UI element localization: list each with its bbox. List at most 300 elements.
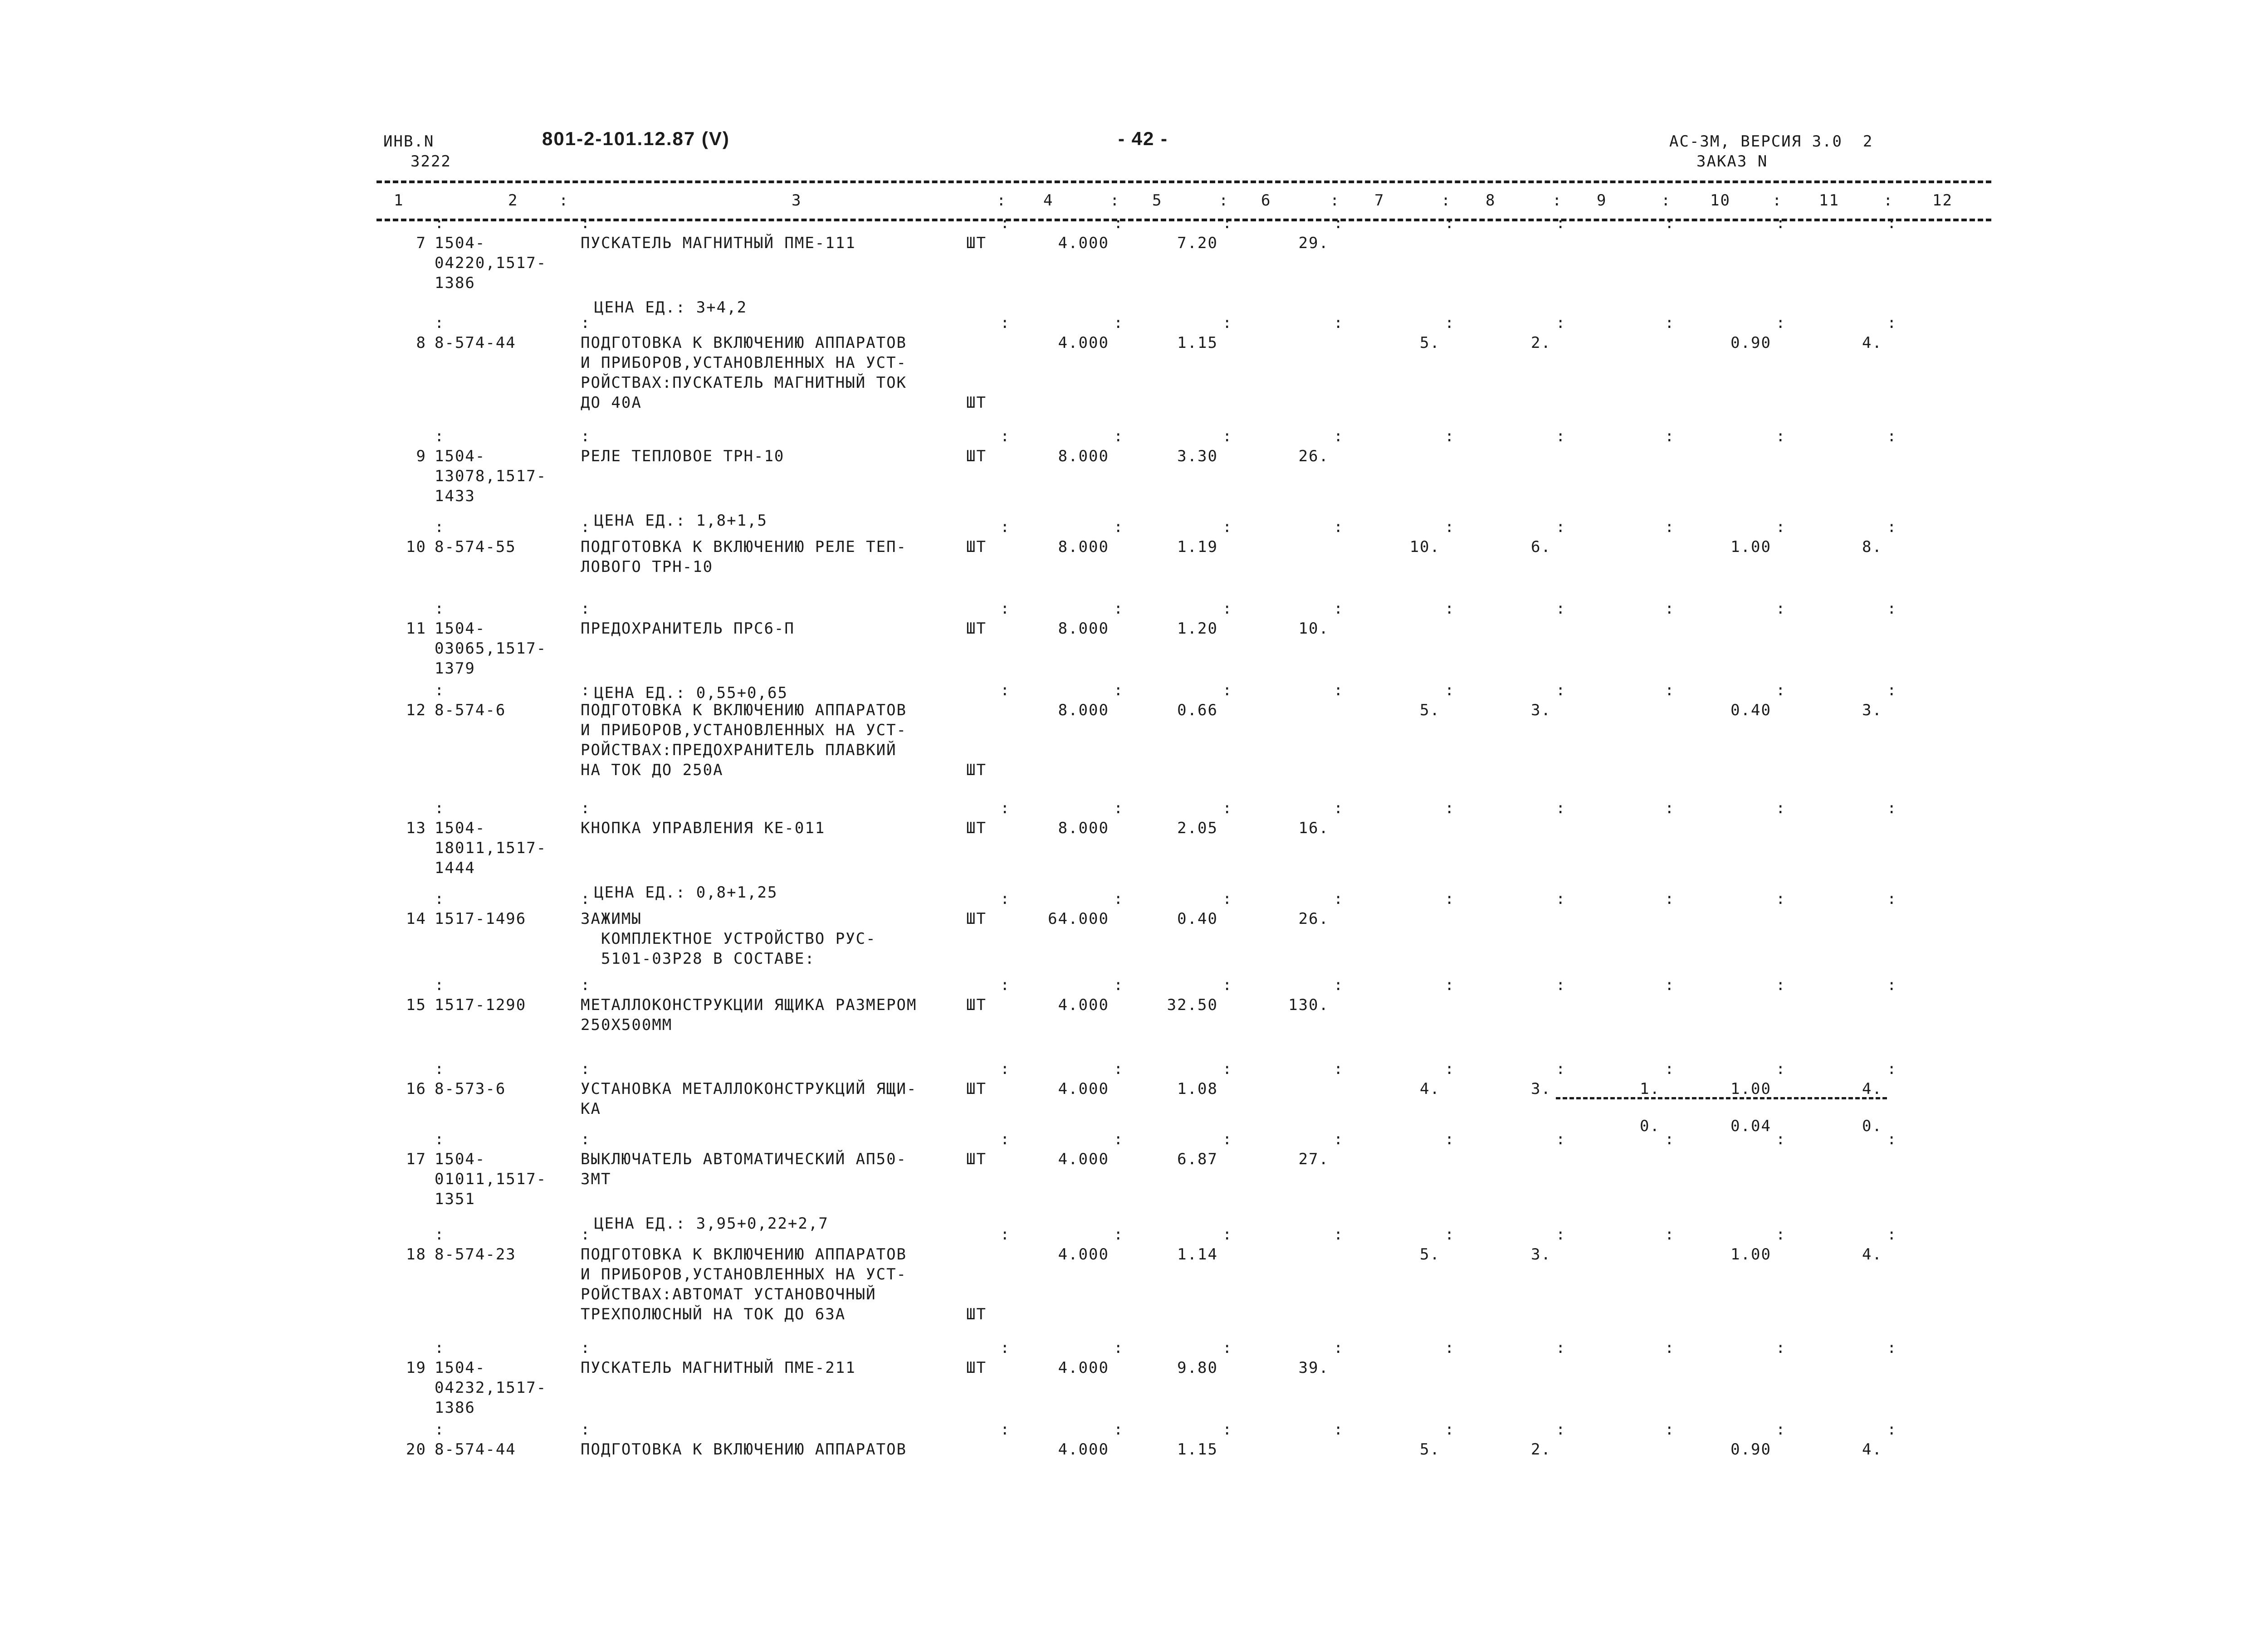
value-c5: 1.20	[1177, 620, 1218, 638]
row-separator: :	[581, 1130, 591, 1148]
value-c6: 26.	[1298, 447, 1329, 465]
row-number: 13	[406, 819, 426, 837]
column-header-12: 12	[1932, 191, 1953, 210]
row-number: 14	[406, 910, 426, 928]
item-description: ПОДГОТОВКА К ВКЛЮЧЕНИЮ РЕЛЕ ТЕП-	[581, 538, 907, 556]
resource-code: 1504-	[435, 819, 486, 837]
value-c7: 10.	[1409, 538, 1440, 556]
row-separator: :	[1556, 600, 1566, 618]
row-separator: :	[435, 976, 445, 994]
item-description: КНОПКА УПРАВЛЕНИЯ КЕ-011	[581, 819, 826, 837]
row-separator: :	[581, 1225, 591, 1244]
row-separator: :	[1000, 1225, 1011, 1244]
row-separator: :	[1665, 890, 1675, 908]
resource-code: 1504-	[435, 447, 486, 465]
table-row	[0, 213, 2268, 317]
value-c7: 5.	[1420, 701, 1440, 719]
unit-label: ШТ	[966, 1080, 987, 1098]
row-separator: :	[1222, 799, 1233, 817]
row-number: 11	[406, 620, 426, 638]
row-separator: :	[1776, 214, 1786, 232]
resource-code: 1504-	[435, 620, 486, 638]
column-header-5: 5	[1152, 191, 1163, 210]
row-separator: :	[581, 1420, 591, 1439]
value-c5: 0.40	[1177, 910, 1218, 928]
value-c8: 3.	[1531, 701, 1551, 719]
value-c11: 4.	[1862, 1245, 1882, 1264]
unit-label: ШТ	[966, 1359, 987, 1377]
row-separator: :	[1776, 314, 1786, 332]
value-c10: 1.00	[1730, 1245, 1771, 1264]
row-separator: :	[1776, 1339, 1786, 1357]
row-separator: :	[1114, 976, 1124, 994]
row-separator: :	[1887, 890, 1897, 908]
row-separator: :	[1665, 1225, 1675, 1244]
row-separator: :	[1556, 427, 1566, 445]
row-separator: :	[1887, 518, 1897, 536]
row-separator: :	[1776, 1130, 1786, 1148]
row-separator: :	[1000, 427, 1011, 445]
subtotal-rule	[1556, 1097, 1887, 1099]
value-c6: 26.	[1298, 910, 1329, 928]
resource-code: 1379	[435, 659, 475, 678]
sub-value-c10: 0.04	[1730, 1117, 1771, 1135]
resource-code: 04232,1517-	[435, 1379, 547, 1397]
row-separator: :	[1665, 799, 1675, 817]
resource-code: 8-573-6	[435, 1080, 506, 1098]
row-separator: :	[435, 214, 445, 232]
header-separator: :	[559, 191, 569, 210]
row-separator: :	[581, 1060, 591, 1078]
row-separator: :	[1776, 1060, 1786, 1078]
table-row	[0, 313, 2268, 413]
unit-price: ЦЕНА ЕД.: 3+4,2	[594, 298, 748, 317]
item-description: НА ТОК ДО 250А	[581, 761, 723, 779]
row-separator: :	[1334, 600, 1344, 618]
unit-label: ШТ	[966, 819, 987, 837]
value-c4: 8.000	[1058, 538, 1109, 556]
row-separator: :	[1000, 976, 1011, 994]
header-separator: :	[1219, 191, 1229, 210]
resource-code: 1433	[435, 487, 475, 505]
resource-code: 1517-1496	[435, 910, 527, 928]
row-separator: :	[1222, 1130, 1233, 1148]
row-separator: :	[1445, 681, 1455, 699]
row-separator: :	[1665, 681, 1675, 699]
value-c5: 1.15	[1177, 334, 1218, 352]
row-separator: :	[1556, 1420, 1566, 1439]
column-header-8: 8	[1486, 191, 1496, 210]
row-separator: :	[581, 1339, 591, 1357]
row-separator: :	[1556, 214, 1566, 232]
item-description: ПУСКАТЕЛЬ МАГНИТНЫЙ ПМЕ-211	[581, 1359, 856, 1377]
row-number: 16	[406, 1080, 426, 1098]
item-description: КА	[581, 1100, 601, 1118]
row-separator: :	[1776, 976, 1786, 994]
value-c4: 8.000	[1058, 620, 1109, 638]
unit-label: ШТ	[966, 1305, 987, 1323]
row-separator: :	[1665, 976, 1675, 994]
row-separator: :	[1000, 214, 1011, 232]
value-c10: 0.90	[1730, 1440, 1771, 1459]
row-separator: :	[1887, 976, 1897, 994]
header-top-rule	[376, 181, 1991, 183]
value-c11: 8.	[1862, 538, 1882, 556]
row-separator: :	[1000, 1060, 1011, 1078]
column-header-3: 3	[792, 191, 802, 210]
row-separator: :	[1334, 214, 1344, 232]
order-label: ЗАКАЗ N	[1696, 152, 1768, 171]
row-separator: :	[1556, 314, 1566, 332]
resource-code: 03065,1517-	[435, 639, 547, 658]
row-separator: :	[1114, 1130, 1124, 1148]
row-separator: :	[1000, 1420, 1011, 1439]
row-separator: :	[1000, 890, 1011, 908]
row-separator: :	[1000, 1130, 1011, 1148]
row-separator: :	[1222, 214, 1233, 232]
row-separator: :	[1556, 1060, 1566, 1078]
row-separator: :	[1887, 1339, 1897, 1357]
value-c5: 7.20	[1177, 234, 1218, 252]
row-separator: :	[1776, 427, 1786, 445]
row-separator: :	[1887, 681, 1897, 699]
row-separator: :	[435, 1225, 445, 1244]
value-c4: 4.000	[1058, 234, 1109, 252]
row-separator: :	[1114, 890, 1124, 908]
row-separator: :	[1445, 799, 1455, 817]
row-separator: :	[1776, 600, 1786, 618]
value-c6: 130.	[1288, 996, 1329, 1014]
table-row	[0, 1225, 2268, 1324]
sub-value-c9: 0.	[1640, 1117, 1660, 1135]
row-number: 17	[406, 1150, 426, 1168]
row-separator: :	[1334, 518, 1344, 536]
row-separator: :	[581, 427, 591, 445]
item-description: РЕЛЕ ТЕПЛОВОЕ ТРН-10	[581, 447, 785, 465]
value-c5: 0.66	[1177, 701, 1218, 719]
row-separator: :	[1445, 427, 1455, 445]
row-number: 8	[416, 334, 426, 352]
value-c5: 1.08	[1177, 1080, 1218, 1098]
item-description: ПОДГОТОВКА К ВКЛЮЧЕНИЮ АППАРАТОВ	[581, 1245, 907, 1264]
resource-code: 1351	[435, 1190, 475, 1208]
unit-label: ШТ	[966, 234, 987, 252]
row-separator: :	[1114, 518, 1124, 536]
row-separator: :	[1665, 600, 1675, 618]
row-separator: :	[435, 427, 445, 445]
row-separator: :	[1334, 1339, 1344, 1357]
resource-code: 01011,1517-	[435, 1170, 547, 1188]
resource-code: 1504-	[435, 1150, 486, 1168]
unit-label: ШТ	[966, 761, 987, 779]
header-separator: :	[1441, 191, 1452, 210]
item-description: РОЙСТВАХ:ПРЕДОХРАНИТЕЛЬ ПЛАВКИЙ	[581, 741, 897, 759]
item-description: И ПРИБОРОВ,УСТАНОВЛЕННЫХ НА УСТ-	[581, 1265, 907, 1283]
value-c4: 8.000	[1058, 701, 1109, 719]
column-header-2: 2	[508, 191, 518, 210]
row-separator: :	[435, 1060, 445, 1078]
row-separator: :	[1222, 427, 1233, 445]
row-separator: :	[435, 1130, 445, 1148]
resource-code: 8-574-44	[435, 334, 516, 352]
header-separator: :	[1883, 191, 1894, 210]
value-c4: 64.000	[1048, 910, 1109, 928]
row-separator: :	[1887, 214, 1897, 232]
row-separator: :	[435, 799, 445, 817]
row-separator: :	[1114, 799, 1124, 817]
value-c4: 8.000	[1058, 447, 1109, 465]
resource-code: 8-574-55	[435, 538, 516, 556]
value-c5: 1.19	[1177, 538, 1218, 556]
value-c11: 4.	[1862, 1440, 1882, 1459]
page-number: - 42 -	[1118, 128, 1168, 149]
value-c7: 5.	[1420, 1440, 1440, 1459]
value-c6: 10.	[1298, 620, 1329, 638]
value-c10: 1.00	[1730, 538, 1771, 556]
row-separator: :	[1334, 1060, 1344, 1078]
item-description: ПОДГОТОВКА К ВКЛЮЧЕНИЮ АППАРАТОВ	[581, 701, 907, 719]
item-description: И ПРИБОРОВ,УСТАНОВЛЕННЫХ НА УСТ-	[581, 721, 907, 739]
row-separator: :	[1334, 1420, 1344, 1439]
row-separator: :	[1222, 681, 1233, 699]
value-c10: 0.40	[1730, 701, 1771, 719]
row-separator: :	[1334, 1225, 1344, 1244]
row-separator: :	[1665, 1060, 1675, 1078]
row-separator: :	[1334, 314, 1344, 332]
row-separator: :	[1887, 799, 1897, 817]
item-description: ПОДГОТОВКА К ВКЛЮЧЕНИЮ АППАРАТОВ	[581, 1440, 907, 1459]
value-c4: 4.000	[1058, 1359, 1109, 1377]
resource-code: 8-574-23	[435, 1245, 516, 1264]
row-separator: :	[435, 890, 445, 908]
row-separator: :	[1887, 1420, 1897, 1439]
item-description: РОЙСТВАХ:ПУСКАТЕЛЬ МАГНИТНЫЙ ТОК	[581, 374, 907, 392]
value-c5: 6.87	[1177, 1150, 1218, 1168]
row-separator: :	[1114, 600, 1124, 618]
value-c11: 3.	[1862, 701, 1882, 719]
header-separator: :	[1330, 191, 1340, 210]
column-header-10: 10	[1710, 191, 1730, 210]
row-separator: :	[1445, 1130, 1455, 1148]
row-separator: :	[1000, 600, 1011, 618]
row-number: 19	[406, 1359, 426, 1377]
row-separator: :	[581, 214, 591, 232]
value-c9: 1.	[1640, 1080, 1660, 1098]
value-c4: 4.000	[1058, 334, 1109, 352]
header-separator: :	[1661, 191, 1672, 210]
row-separator: :	[1114, 427, 1124, 445]
item-description: ДО 40А	[581, 394, 642, 412]
value-c5: 3.30	[1177, 447, 1218, 465]
row-separator: :	[1556, 976, 1566, 994]
unit-label: ШТ	[966, 1150, 987, 1168]
value-c11: 4.	[1862, 334, 1882, 352]
row-separator: :	[581, 314, 591, 332]
unit-label: ШТ	[966, 996, 987, 1014]
header-separator: :	[1110, 191, 1120, 210]
item-description: РОЙСТВАХ:АВТОМАТ УСТАНОВОЧНЫЙ	[581, 1285, 876, 1303]
row-number: 18	[406, 1245, 426, 1264]
inventory-label: ИНВ.N	[383, 132, 435, 151]
value-c8: 2.	[1531, 334, 1551, 352]
value-c4: 4.000	[1058, 1440, 1109, 1459]
value-c5: 9.80	[1177, 1359, 1218, 1377]
row-separator: :	[1334, 681, 1344, 699]
resource-code: 8-574-6	[435, 701, 506, 719]
item-description: 3МТ	[581, 1170, 611, 1188]
unit-price: ЦЕНА ЕД.: 0,8+1,25	[594, 883, 778, 902]
row-separator: :	[1665, 214, 1675, 232]
row-separator: :	[581, 681, 591, 699]
row-number: 12	[406, 701, 426, 719]
row-separator: :	[435, 681, 445, 699]
row-separator: :	[581, 976, 591, 994]
row-separator: :	[1445, 976, 1455, 994]
row-separator: :	[1665, 1339, 1675, 1357]
unit-price: ЦЕНА ЕД.: 1,8+1,5	[594, 512, 767, 530]
unit-label: ШТ	[966, 394, 987, 412]
row-separator: :	[1665, 518, 1675, 536]
inventory-number: 3222	[411, 152, 451, 171]
value-c5: 2.05	[1177, 819, 1218, 837]
row-separator: :	[435, 1420, 445, 1439]
document-code: 801-2-101.12.87 (V)	[542, 128, 730, 149]
row-separator: :	[1445, 600, 1455, 618]
item-description: ПОДГОТОВКА К ВКЛЮЧЕНИЮ АППАРАТОВ	[581, 334, 907, 352]
value-c6: 27.	[1298, 1150, 1329, 1168]
table-row	[0, 1420, 2268, 1519]
value-c4: 8.000	[1058, 819, 1109, 837]
resource-code: 18011,1517-	[435, 839, 547, 857]
row-separator: :	[1334, 976, 1344, 994]
value-c4: 4.000	[1058, 1245, 1109, 1264]
value-c10: 0.90	[1730, 334, 1771, 352]
row-separator: :	[435, 600, 445, 618]
row-separator: :	[1556, 681, 1566, 699]
row-separator: :	[1776, 1225, 1786, 1244]
item-description: 250Х500ММ	[581, 1016, 673, 1034]
row-separator: :	[581, 600, 591, 618]
item-description: ТРЕХПОЛЮСНЫЙ НА ТОК ДО 63А	[581, 1305, 846, 1323]
resource-code: 1386	[435, 274, 475, 292]
row-separator: :	[1222, 976, 1233, 994]
value-c7: 4.	[1420, 1080, 1440, 1098]
row-separator: :	[1334, 890, 1344, 908]
row-separator: :	[1334, 799, 1344, 817]
row-separator: :	[1445, 890, 1455, 908]
unit-price: ЦЕНА ЕД.: 3,95+0,22+2,7	[594, 1215, 829, 1233]
value-c10: 1.00	[1730, 1080, 1771, 1098]
row-separator: :	[1114, 1060, 1124, 1078]
item-description: ЗАЖИМЫ	[581, 910, 642, 928]
column-header-9: 9	[1597, 191, 1607, 210]
value-c8: 3.	[1531, 1245, 1551, 1264]
row-separator: :	[581, 518, 591, 536]
row-number: 7	[416, 234, 426, 252]
row-separator: :	[1665, 1420, 1675, 1439]
row-separator: :	[1000, 1339, 1011, 1357]
value-c6: 29.	[1298, 234, 1329, 252]
table-row	[0, 798, 2268, 902]
column-header-11: 11	[1819, 191, 1839, 210]
column-header-4: 4	[1043, 191, 1054, 210]
row-separator: :	[1114, 1420, 1124, 1439]
row-separator: :	[1114, 1339, 1124, 1357]
row-separator: :	[1114, 681, 1124, 699]
unit-label: ШТ	[966, 620, 987, 638]
row-separator: :	[581, 799, 591, 817]
row-number: 9	[416, 447, 426, 465]
row-separator: :	[1222, 314, 1233, 332]
table-row	[0, 889, 2268, 989]
row-separator: :	[1222, 1225, 1233, 1244]
row-separator: :	[581, 890, 591, 908]
resource-code: 8-574-44	[435, 1440, 516, 1459]
row-separator: :	[1000, 518, 1011, 536]
row-separator: :	[1556, 799, 1566, 817]
row-separator: :	[1445, 1420, 1455, 1439]
row-separator: :	[1445, 518, 1455, 536]
row-separator: :	[1556, 1225, 1566, 1244]
row-separator: :	[1222, 518, 1233, 536]
table-row	[0, 1129, 2268, 1233]
resource-code: 13078,1517-	[435, 467, 547, 485]
row-number: 20	[406, 1440, 426, 1459]
row-separator: :	[1665, 1130, 1675, 1148]
item-description: ПРЕДОХРАНИТЕЛЬ ПРС6-П	[581, 620, 795, 638]
value-c6: 39.	[1298, 1359, 1329, 1377]
row-separator: :	[1222, 1339, 1233, 1357]
row-separator: :	[1445, 1225, 1455, 1244]
row-separator: :	[1222, 890, 1233, 908]
row-separator: :	[1665, 427, 1675, 445]
resource-code: 1517-1290	[435, 996, 527, 1014]
row-separator: :	[1000, 314, 1011, 332]
row-separator: :	[1665, 314, 1675, 332]
row-number: 15	[406, 996, 426, 1014]
item-description: ПУСКАТЕЛЬ МАГНИТНЫЙ ПМЕ-111	[581, 234, 856, 252]
row-separator: :	[1776, 799, 1786, 817]
item-description: УСТАНОВКА МЕТАЛЛОКОНСТРУКЦИЙ ЯЩИ-	[581, 1080, 917, 1098]
row-separator: :	[1887, 1225, 1897, 1244]
sub-value-c11: 0.	[1862, 1117, 1882, 1135]
row-separator: :	[435, 314, 445, 332]
row-separator: :	[1334, 1130, 1344, 1148]
value-c8: 2.	[1531, 1440, 1551, 1459]
row-separator: :	[1114, 1225, 1124, 1244]
value-c5: 1.15	[1177, 1440, 1218, 1459]
resource-code: 1386	[435, 1399, 475, 1417]
row-separator: :	[1222, 600, 1233, 618]
row-separator: :	[1887, 427, 1897, 445]
unit-label: ШТ	[966, 538, 987, 556]
row-separator: :	[435, 1339, 445, 1357]
row-separator: :	[1776, 681, 1786, 699]
row-separator: :	[1556, 890, 1566, 908]
value-c4: 4.000	[1058, 1080, 1109, 1098]
resource-code: 1444	[435, 859, 475, 877]
row-separator: :	[1114, 214, 1124, 232]
unit-label: ШТ	[966, 447, 987, 465]
row-separator: :	[1887, 600, 1897, 618]
row-separator: :	[1334, 427, 1344, 445]
table-row	[0, 680, 2268, 780]
row-separator: :	[1000, 799, 1011, 817]
row-separator: :	[1776, 1420, 1786, 1439]
row-separator: :	[1445, 214, 1455, 232]
value-c7: 5.	[1420, 1245, 1440, 1264]
column-header-7: 7	[1374, 191, 1385, 210]
